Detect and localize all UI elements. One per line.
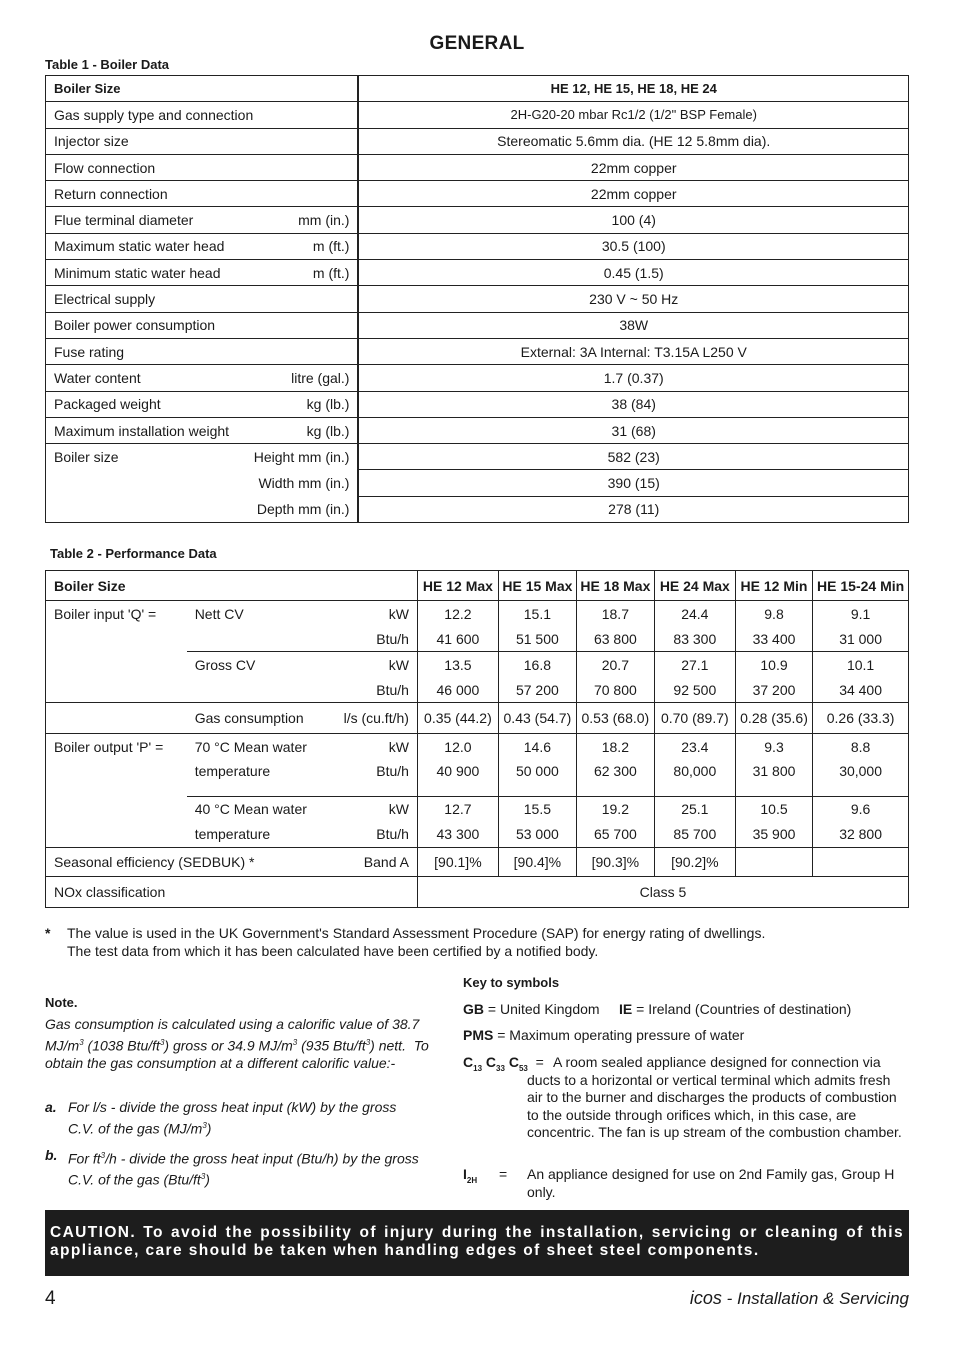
boiler-output-label: Boiler output 'P' = <box>46 734 187 760</box>
key-ie-text: = Ireland (Countries of destination) <box>636 1001 852 1017</box>
value-cell: 24.4 <box>654 601 735 627</box>
value-cell: 34 400 <box>813 677 909 703</box>
row-label: Flue terminal diameter <box>54 212 194 229</box>
value-cell: 50 000 <box>498 759 576 796</box>
value-cell: 9.3 <box>735 734 812 760</box>
value-cell: 0.53 (68.0) <box>576 703 654 734</box>
sedbuk-label: Seasonal efficiency (SEDBUK) * <box>46 847 336 876</box>
value-cell: 8.8 <box>813 734 909 760</box>
row-label: Gas supply type and connection <box>46 102 359 128</box>
row-label: Return connection <box>46 181 359 207</box>
note-b-label: b. <box>45 1147 58 1163</box>
table-row <box>46 571 909 601</box>
row-value: 22mm copper <box>358 181 908 207</box>
footnote <box>45 925 765 960</box>
unit-btuh: Btu/h <box>336 677 418 703</box>
nox-value: Class 5 <box>417 876 908 907</box>
row-value: 31 (68) <box>358 417 908 443</box>
caution-banner: CAUTION. To avoid the possibility of injury during the installation, servicing or cleaning of this appliance, care should be taken when handling edges of sheet steel components. <box>45 1210 909 1276</box>
row-unit: kg (lb.) <box>306 396 350 413</box>
table1-header-label: Boiler Size <box>46 76 359 102</box>
row-value: 230 V ~ 50 Hz <box>358 286 908 312</box>
value-cell: 18.2 <box>576 734 654 760</box>
value-cell: 10.5 <box>735 796 812 822</box>
table2-caption: Table 2 - Performance Data <box>50 546 217 561</box>
unit-kw: kW <box>336 601 418 627</box>
value-cell: [90.3]% <box>576 847 654 876</box>
value-cell: 0.43 (54.7) <box>498 703 576 734</box>
row-unit: Depth mm (in.) <box>256 501 350 518</box>
value-cell: 0.28 (35.6) <box>735 703 812 734</box>
note-paragraph: Gas consumption is calculated using a calorific value of 38.7 $MJ/m^3$ (1038 Btu/$ft^3$) gross or 34.9 $MJ/m^3$ (935 Btu/$ft^3$) nett. To obtain the gas consumption at a different calorific value:- <box>45 1016 429 1071</box>
table-row <box>46 260 909 286</box>
unit-btuh: Btu/h <box>336 822 418 848</box>
row-unit: kg (lb.) <box>306 422 350 439</box>
key-c-symbol: $C_{13}$ $C_{33}$ $C_{53}$ = <box>463 1054 544 1073</box>
row-value: 2H-G20-20 mbar Rc1/2 (1/2" BSP Female) <box>358 102 908 128</box>
nox-label: NOx classification <box>46 876 418 907</box>
row-label: Minimum static water head <box>54 264 221 281</box>
value-cell: 19.2 <box>576 796 654 822</box>
page-title: GENERAL <box>429 33 525 54</box>
value-cell: [90.2]% <box>654 847 735 876</box>
key-heading: Key to symbols <box>463 975 560 990</box>
value-cell <box>813 847 909 876</box>
value-cell: 63 800 <box>576 626 654 652</box>
table-row <box>46 391 909 417</box>
table-row <box>46 338 909 364</box>
key-i-text: An appliance designed for use on 2nd Family gas, Group H only. <box>527 1166 895 1200</box>
column-header: HE 24 Max <box>654 571 735 601</box>
footer-brand: icos <box>689 1288 722 1308</box>
row-value: 30.5 (100) <box>358 233 908 259</box>
value-cell: 9.8 <box>735 601 812 627</box>
value-cell: 25.1 <box>654 796 735 822</box>
t70-label-line2: temperature <box>187 759 336 796</box>
value-cell: 33 400 <box>735 626 812 652</box>
row-unit: Height mm (in.) <box>253 449 350 466</box>
row-value: 38W <box>358 312 908 338</box>
key-i-symbol: $I_{2H}$ <box>463 1166 478 1185</box>
value-cell: 18.7 <box>576 601 654 627</box>
footnote-line2: The test data from which it has been calculated have been certified by a notified body. <box>67 942 599 959</box>
table-row <box>46 102 909 128</box>
table-row <box>46 312 909 338</box>
column-header: HE 15 Max <box>498 571 576 601</box>
performance-data-table <box>45 570 909 908</box>
row-value: 22mm copper <box>358 154 908 180</box>
value-cell: 9.1 <box>813 601 909 627</box>
row-value: External: 3A Internal: T3.15A L250 V <box>358 338 908 364</box>
unit-kw: kW <box>336 734 418 760</box>
key-ie: IE <box>619 1001 633 1017</box>
value-cell: [90.1]% <box>417 847 498 876</box>
table-row <box>46 876 909 907</box>
value-cell: 80,000 <box>654 759 735 796</box>
table-row <box>46 181 909 207</box>
value-cell: 40 900 <box>417 759 498 796</box>
value-cell: 20.7 <box>576 652 654 678</box>
row-value: 1.7 (0.37) <box>358 365 908 391</box>
value-cell: [90.4]% <box>498 847 576 876</box>
value-cell: 92 500 <box>654 677 735 703</box>
table-row <box>46 233 909 259</box>
value-cell: 32 800 <box>813 822 909 848</box>
column-header: HE 12 Min <box>735 571 812 601</box>
row-value: 38 (84) <box>358 391 908 417</box>
row-value: 0.45 (1.5) <box>358 260 908 286</box>
row-unit: litre (gal.) <box>291 369 350 386</box>
gas-consumption-label: Gas consumption <box>187 703 336 734</box>
value-cell: 15.5 <box>498 796 576 822</box>
row-label: Boiler size <box>54 449 119 466</box>
value-cell: 14.6 <box>498 734 576 760</box>
value-cell: 46 000 <box>417 677 498 703</box>
footer-section: - Installation & Servicing <box>726 1289 909 1308</box>
row-label: Injector size <box>46 128 359 154</box>
page-number: 4 <box>45 1288 56 1309</box>
value-cell: 0.26 (33.3) <box>813 703 909 734</box>
unit-btuh: Btu/h <box>336 759 418 796</box>
row-label: Flow connection <box>46 154 359 180</box>
nett-cv-label: Nett CV <box>187 601 336 627</box>
value-cell: 51 500 <box>498 626 576 652</box>
value-cell: 15.1 <box>498 601 576 627</box>
table-row <box>46 365 909 391</box>
value-cell: 70 800 <box>576 677 654 703</box>
row-label: Water content <box>54 369 141 386</box>
row-unit: mm (in.) <box>298 212 350 229</box>
note-a-label: a. <box>45 1099 57 1115</box>
column-header: HE 12 Max <box>417 571 498 601</box>
gross-cv-label: Gross CV <box>187 652 336 678</box>
note-heading: Note. <box>45 995 78 1010</box>
footnote-line1: The value is used in the UK Government's Standard Assessment Procedure (SAP) for energy rating of dwellings. <box>67 925 766 941</box>
table-row <box>46 626 909 652</box>
table-row <box>46 796 909 822</box>
row-label: Fuse rating <box>46 338 359 364</box>
row-value: 278 (11) <box>358 496 908 522</box>
value-cell: 23.4 <box>654 734 735 760</box>
table-row <box>46 822 909 848</box>
value-cell: 9.6 <box>813 796 909 822</box>
key-pms-text: = Maximum operating pressure of water <box>497 1027 745 1043</box>
value-cell: 13.5 <box>417 652 498 678</box>
table-row <box>46 734 909 760</box>
key-gb-text: = United Kingdom <box>487 1001 600 1017</box>
sedbuk-unit: Band A <box>336 847 418 876</box>
key-c-text: A room sealed appliance designed for connection via ducts to a horizontal or vertical terminal which admits fresh air to the burner and discharges the products of combustion to the outside through orifices which, in this case, are concentric. The fan is up stream of the combustion chamber. <box>527 1054 902 1140</box>
row-label: Maximum static water head <box>54 238 225 255</box>
table2-header-label: Boiler Size <box>46 571 418 601</box>
value-cell: 65 700 <box>576 822 654 848</box>
value-cell: 35 900 <box>735 822 812 848</box>
value-cell: 57 200 <box>498 677 576 703</box>
table-row <box>46 154 909 180</box>
row-unit: m (ft.) <box>312 264 350 281</box>
table-row <box>46 759 909 796</box>
footnote-star: * <box>45 925 51 941</box>
table1-caption: Table 1 - Boiler Data <box>45 57 170 72</box>
unit-kw: kW <box>336 652 418 678</box>
value-cell: 30,000 <box>813 759 909 796</box>
t70-label-line1: 70 °C Mean water <box>187 734 336 760</box>
value-cell: 83 300 <box>654 626 735 652</box>
value-cell: 27.1 <box>654 652 735 678</box>
row-value: 100 (4) <box>358 207 908 233</box>
table1-header-models: HE 12, HE 15, HE 18, HE 24 <box>358 76 908 102</box>
value-cell: 0.70 (89.7) <box>654 703 735 734</box>
key-i-equals: = <box>499 1166 508 1182</box>
row-label: Packaged weight <box>54 396 161 413</box>
key-pms: PMS <box>463 1027 494 1043</box>
table-row <box>46 286 909 312</box>
t40-label-line2: temperature <box>187 822 336 848</box>
row-label: Maximum installation weight <box>54 422 230 439</box>
value-cell: 85 700 <box>654 822 735 848</box>
key-pms-line <box>463 1027 744 1045</box>
value-cell: 10.9 <box>735 652 812 678</box>
unit-kw: kW <box>336 796 418 822</box>
row-value: Stereomatic 5.6mm dia. (HE 12 5.8mm dia). <box>358 128 908 154</box>
table-row <box>46 417 909 443</box>
table-row <box>46 652 909 678</box>
value-cell: 37 200 <box>735 677 812 703</box>
value-cell: 12.7 <box>417 796 498 822</box>
value-cell: 31 800 <box>735 759 812 796</box>
row-label: Electrical supply <box>46 286 359 312</box>
boiler-data-table <box>45 75 909 523</box>
footer-title <box>690 1288 909 1309</box>
value-cell: 53 000 <box>498 822 576 848</box>
table-row <box>46 496 909 522</box>
value-cell: 0.35 (44.2) <box>417 703 498 734</box>
unit-btuh: Btu/h <box>336 626 418 652</box>
row-unit: Width mm (in.) <box>258 475 350 492</box>
table-row <box>46 444 909 470</box>
table-row <box>46 76 909 102</box>
value-cell: 41 600 <box>417 626 498 652</box>
key-gb-line <box>463 1001 851 1019</box>
row-unit: m (ft.) <box>312 238 350 255</box>
table-row <box>46 677 909 703</box>
table-row <box>46 470 909 496</box>
value-cell: 16.8 <box>498 652 576 678</box>
t40-label-line1: 40 °C Mean water <box>187 796 336 822</box>
row-value: 390 (15) <box>358 470 908 496</box>
value-cell: 31 000 <box>813 626 909 652</box>
value-cell: 43 300 <box>417 822 498 848</box>
table-row <box>46 601 909 627</box>
note-b-text: For $ft^3/h$ - divide the gross heat input (Btu/h) by the gross C.V. of the gas $(Btu/ft^3)$ <box>68 1150 419 1188</box>
value-cell <box>735 847 812 876</box>
row-value: 582 (23) <box>358 444 908 470</box>
value-cell: 10.1 <box>813 652 909 678</box>
note-a-text: For l/s - divide the gross heat input (kW) by the gross C.V. of the gas $(MJ/m^3)$ <box>68 1099 397 1137</box>
row-label: Boiler power consumption <box>46 312 359 338</box>
value-cell: 12.2 <box>417 601 498 627</box>
value-cell: 12.0 <box>417 734 498 760</box>
key-gb: GB <box>463 1001 484 1017</box>
gas-consumption-unit: l/s (cu.ft/h) <box>336 703 418 734</box>
boiler-input-label: Boiler input 'Q' = <box>46 601 187 627</box>
column-header: HE 15-24 Min <box>813 571 909 601</box>
table-row <box>46 703 909 734</box>
column-header: HE 18 Max <box>576 571 654 601</box>
value-cell: 62 300 <box>576 759 654 796</box>
table-row <box>46 847 909 876</box>
table-row <box>46 207 909 233</box>
table-row <box>46 128 909 154</box>
